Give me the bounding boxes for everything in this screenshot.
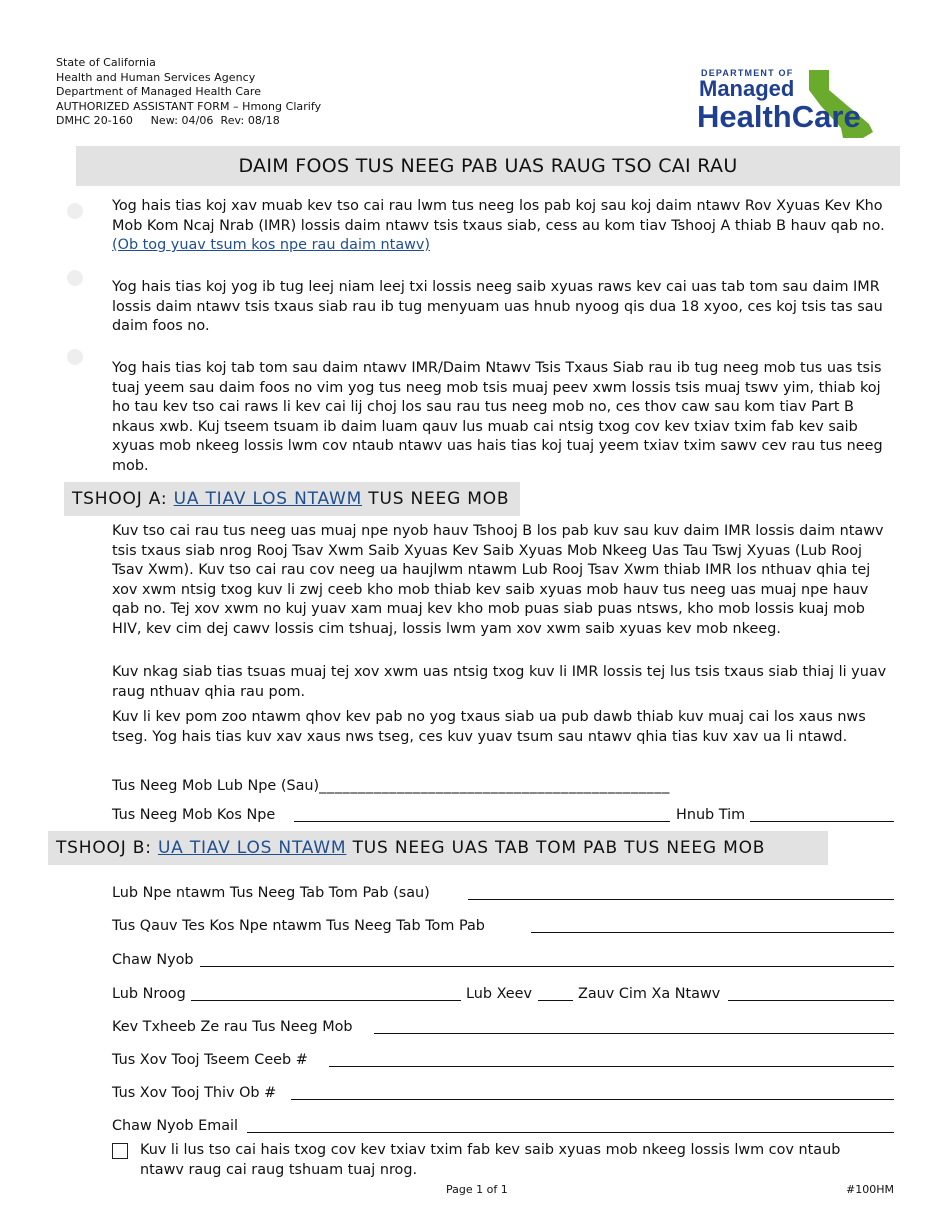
state-field[interactable] (538, 1000, 573, 1001)
secondary-phone-label: Tus Xov Tooj Thiv Ob # (112, 1085, 277, 1101)
form-number: #100HM (846, 1183, 894, 1196)
intro-paragraph-3: Yog hais tias koj tab tom sau daim ntawv IMR/Daim Ntawv Tsis Txaus Siab rau ib tug neeg mob tus uas tsis tuaj yeem sau daim foos no vim yog tus neeg mob tsis muaj peev xwm lossis tsis muaj tswv yim, thiab koj ho tau kev tso cai raws li kev cai lij choj los sau rau tus neeg mob no, ces thov caw sau kom tiav Part B nkaus xwb. Kuj tseem tsuam ib daim luam qauv lus muab cai ntsig txog cov kev txiav txim fab kev saib xyuas mob nkeeg lossis lwm cov ntaub ntawv uas hais tias koj tuaj yeem txiav txim sawv cev rau tus neeg mob. (112, 360, 883, 474)
logo-health: Health (697, 99, 792, 134)
intro-paragraph-2: Yog hais tias koj yog ib tug leej niam leej txi lossis neeg saib xyuas raws kev cai uas tab tom sau daim IMR lossis daim ntawv tsis txaus siab rau ib tug menyuam uas hnub nyoog qis dua 18 xyoo, ces koj tsis tas sau daim foos no. (112, 279, 883, 334)
dmhc-logo (697, 68, 897, 140)
patient-sign-label: Tus Neeg Mob Kos Npe (112, 807, 276, 823)
patient-name-label: Tus Neeg Mob Lub Npe (Sau) (112, 778, 320, 794)
section-b-suffix: TUS NEEG UAS TAB TOM PAB TUS NEEG MOB (346, 838, 766, 858)
form-title: DAIM FOOS TUS NEEG PAB UAS RAUG TSO CAI RAU (76, 146, 900, 186)
helper-sign-field[interactable] (531, 932, 894, 933)
page-number: Page 1 of 1 (446, 1183, 508, 1196)
patient-date-label: Hnub Tim (676, 807, 746, 823)
section-b-header (48, 831, 828, 865)
patient-name-field[interactable]: _____________________________________________ (319, 778, 670, 794)
city-field[interactable] (191, 1000, 461, 1001)
logo-care: Care (791, 99, 861, 134)
patient-name-row (112, 776, 670, 796)
section-a-prefix: TSHOOJ A: (72, 489, 174, 509)
email-field[interactable] (247, 1132, 894, 1133)
header-line: Department of Managed Health Care (56, 85, 262, 99)
header-line: AUTHORIZED ASSISTANT FORM – Hmong Clarify (56, 99, 322, 113)
agency-header (56, 56, 321, 129)
primary-phone-label: Tus Xov Tooj Tseem Ceeb # (112, 1052, 308, 1068)
patient-sign-field[interactable] (294, 821, 670, 822)
section-a-paragraph-1: Kuv tso cai rau tus neeg uas muaj npe nyob hauv Tshooj B los pab kuv sau kuv daim IMR lossis daim ntawv tsis txaus siab nrog Rooj Tsav Xwm Saib Xyuas Kev Saib Xyuas Mob Nkeeg Uas Tau Tswj Xyuas (Lub Rooj Tsav Xwm). Kuv tso cai rau cov neeg ua haujlwm ntawm Lub Rooj Tsav Xwm thiab IMR los nthuav qhia tej xov xwm ntsig txog kuv li zwj ceeb kho mob thiab kev saib xyuas mob hauv tus neeg uas muaj npe hauv qab no. Tej xov xwm no kuj yuav xam muaj kev kho mob puas siab puas ntsws, kho mob lossis kuaj mob HIV, kev cim dej cawv lossis cim tshuaj, lossis lwm yam xov xwm saib xyuas kev mob nkeeg. (112, 523, 884, 637)
header-line: Health and Human Services Agency (56, 70, 256, 84)
radio-option-2[interactable] (67, 270, 83, 286)
header-line: DMHC 20-160 New: 04/06 Rev: 08/18 (56, 114, 280, 128)
authorization-checkbox-label: Kuv li lus tso cai hais txog cov kev txiav txim fab kev saib xyuas mob nkeeg lossis lwm cov ntaub ntawv raug cai raug tshuam tuaj nrog. (140, 1142, 841, 1178)
email-label: Chaw Nyob Email (112, 1118, 239, 1134)
relationship-label: Kev Txheeb Ze rau Tus Neeg Mob (112, 1019, 353, 1035)
section-a-link[interactable]: UA TIAV LOS NTAWM (173, 489, 363, 509)
address-label: Chaw Nyob (112, 952, 194, 968)
helper-sign-label: Tus Qauv Tes Kos Npe ntawm Tus Neeg Tab Tom Pab (112, 918, 485, 934)
city-label: Lub Nroog (112, 986, 186, 1002)
authorization-checkbox[interactable] (112, 1143, 128, 1159)
signature-required-link[interactable]: (Ob tog yuav tsum kos npe rau daim ntawv) (112, 237, 431, 253)
logo-line2 (697, 99, 861, 135)
logo-top-text: DEPARTMENT OF (701, 68, 794, 78)
header-line: State of California (56, 56, 156, 69)
intro-text-1: Yog hais tias koj xav muab kev tso cai rau lwm tus neeg los pab koj sau koj daim ntawv Rov Xyuas Kev Kho Mob Kom Ncaj Nrab (IMR) lossis daim ntawv tsis txaus siab, cess au kom tiav Tshooj A thiab B hauv qab no. (112, 198, 885, 234)
intro-paragraph-1 (112, 197, 897, 256)
helper-name-field[interactable] (468, 899, 894, 900)
primary-phone-field[interactable] (329, 1066, 894, 1067)
radio-option-3[interactable] (67, 349, 83, 365)
section-a-suffix: TUS NEEG MOB (362, 489, 510, 509)
zip-field[interactable] (728, 1000, 894, 1001)
section-b-link[interactable]: UA TIAV LOS NTAWM (157, 838, 347, 858)
secondary-phone-field[interactable] (291, 1099, 894, 1100)
section-a-header (64, 482, 520, 516)
helper-name-label: Lub Npe ntawm Tus Neeg Tab Tom Pab (sau) (112, 885, 430, 901)
logo-line1: Managed (699, 76, 795, 101)
radio-option-1[interactable] (67, 203, 83, 219)
patient-date-field[interactable] (750, 821, 894, 822)
section-a-paragraph-3: Kuv li kev pom zoo ntawm qhov kev pab no yog txaus siab ua pub dawb thiab kuv muaj cai los xaus nws tseg. Yog hais tias kuv xav xaus nws tseg, ces kuv yuav tsum sau ntawv qhia tias kuv xav ua li ntawd. (112, 709, 866, 745)
relationship-field[interactable] (374, 1033, 894, 1034)
address-field[interactable] (200, 966, 894, 967)
section-b-prefix: TSHOOJ B: (56, 838, 158, 858)
state-label: Lub Xeev (466, 986, 533, 1002)
section-a-paragraph-2: Kuv nkag siab tias tsuas muaj tej xov xwm uas ntsig txog kuv li IMR lossis tej lus tsis txaus siab thiaj li yuav raug nthuav qhia rau pom. (112, 664, 887, 700)
zip-label: Zauv Cim Xa Ntawv (578, 986, 721, 1002)
